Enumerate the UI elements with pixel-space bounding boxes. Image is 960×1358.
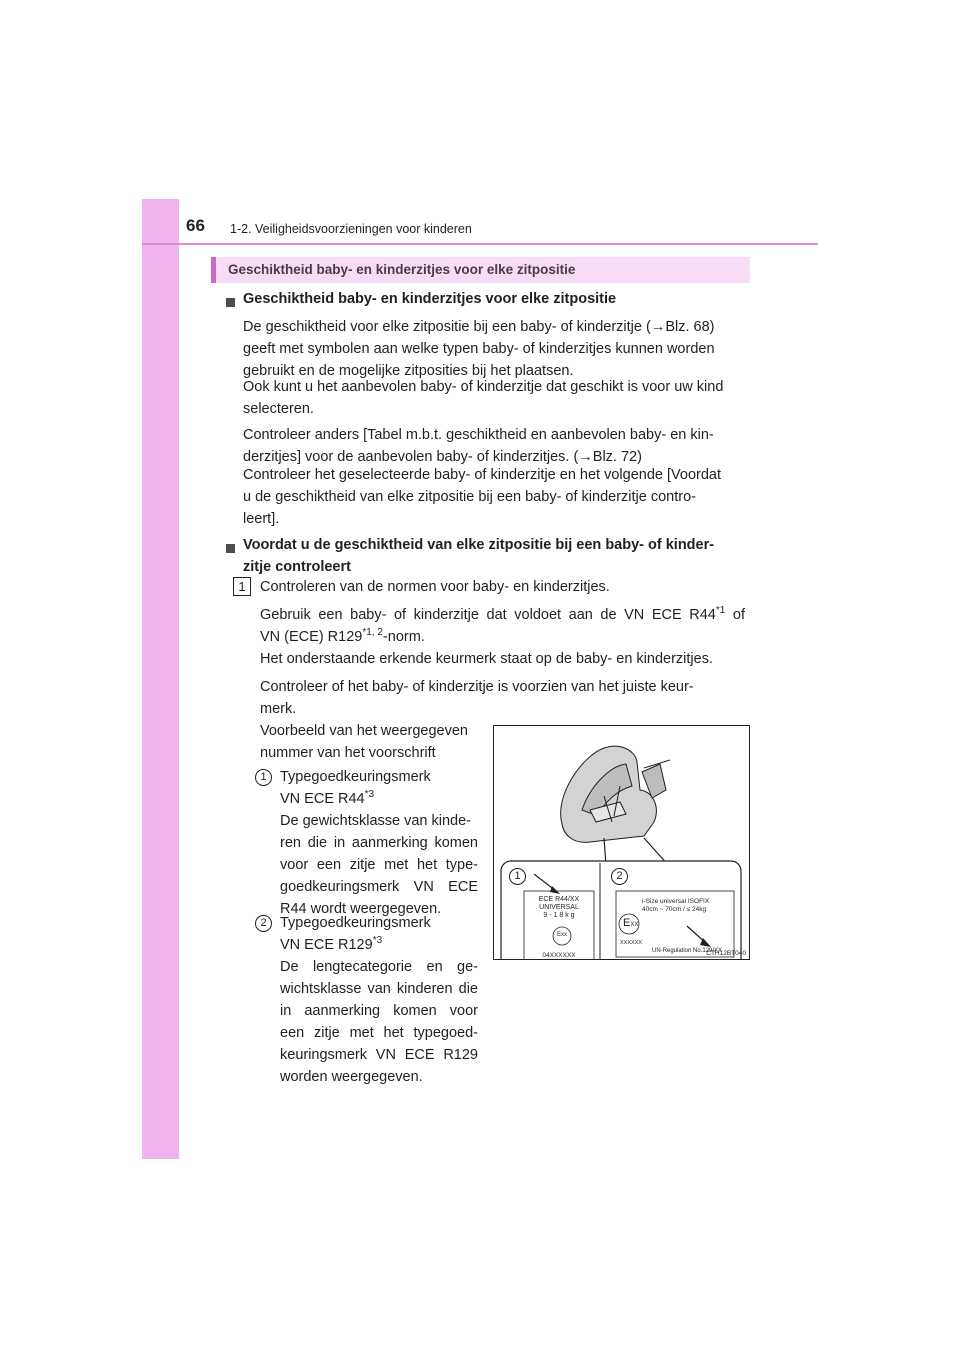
line: Voorbeeld van het weergegeven xyxy=(260,723,468,739)
child-seat-illustration xyxy=(494,726,749,959)
line: wichtsklasse van kinderen die xyxy=(280,981,478,997)
line: De geschiktheid voor elke zitpositie bij een baby- of kinderzitje (→Blz. 68) xyxy=(243,319,715,335)
line: een zitje met het typegoed- xyxy=(280,1025,478,1041)
r129-regulation: UN-Regulation No.129/XX xyxy=(652,948,723,954)
line: VN ECE R44$^{*3}$ xyxy=(280,789,375,807)
chapter-sidebar-tab xyxy=(142,199,179,1159)
line: nummer van het voorschrift xyxy=(260,745,436,761)
page-number: 66 xyxy=(186,216,205,235)
r44-line: ECE R44/XX xyxy=(538,896,580,903)
step-paragraph-1 xyxy=(260,604,745,648)
line: keuringsmerk VN ECE R129 xyxy=(280,1047,478,1063)
line: Gebruik een baby- of kinderzitje dat voldoet aan de VN ECE R44$^{*1}$ of xyxy=(260,605,745,623)
line: selecteren. xyxy=(243,401,314,417)
child-seat-figure xyxy=(493,725,750,960)
figure-label-2: 2 xyxy=(611,868,628,885)
line: geeft met symbolen aan welke typen baby- of kinderzitjes kunnen worden xyxy=(243,341,715,357)
item-2-text xyxy=(280,912,478,1088)
line: Controleer anders [Tabel m.b.t. geschiktheid en aanbevolen baby- en kin- xyxy=(243,427,714,443)
line: derzitjes] voor de aanbevolen baby- of kinderzitjes. (→Blz. 72) xyxy=(243,449,642,465)
line: VN ECE R129$^{*3}$ xyxy=(280,935,383,953)
line: zitje controleert xyxy=(243,559,351,575)
line: worden weergegeven. xyxy=(280,1069,423,1085)
line: Ook kunt u het aanbevolen baby- of kinderzitje dat geschikt is voor uw kind xyxy=(243,379,724,395)
line: R44 wordt weergegeven. xyxy=(280,901,442,917)
r44-code: 04XXXXXX xyxy=(542,952,576,959)
child-seat-icon xyxy=(561,746,670,842)
line: gebruikt en de mogelijke zitposities bij het plaatsen. xyxy=(243,363,574,379)
line: Typegoedkeuringsmerk xyxy=(280,915,431,931)
line: VN (ECE) R129$^{*1, 2}$-norm. xyxy=(260,627,425,645)
section-banner xyxy=(211,257,750,283)
line: u de geschiktheid van elke zitpositie bij een baby- of kinderzitje contro- xyxy=(243,489,696,505)
r129-e-mark: EXX xyxy=(623,917,639,929)
figure-code: CTH12BT040 xyxy=(706,950,746,957)
example-caption xyxy=(260,720,468,764)
section1-paragraph-1 xyxy=(243,316,745,382)
chapter-title: 1-2. Veiligheidsvoorzieningen voor kinderen xyxy=(230,222,472,236)
section1-heading: Geschiktheid baby- en kinderzitjes voor elke zitpositie xyxy=(243,291,617,307)
r129-line: i-Size universal ISOFIX xyxy=(642,898,710,905)
item-1-text xyxy=(280,766,478,920)
line: Controleer of het baby- of kinderzitje is voorzien van het juiste keur- xyxy=(260,679,694,695)
step-paragraph-3 xyxy=(260,676,745,720)
item-number-1: 1 xyxy=(255,769,272,786)
step-paragraph-2: Het onderstaande erkende keurmerk staat op de baby- en kinderzitjes. xyxy=(260,651,713,667)
section1-paragraph-3 xyxy=(243,424,745,468)
section-banner-title: Geschiktheid baby- en kinderzitjes voor elke zitpositie xyxy=(228,262,576,277)
line: De gewichtsklasse van kinde- xyxy=(280,813,472,829)
item-number-2: 2 xyxy=(255,915,272,932)
line: leert]. xyxy=(243,511,280,527)
r44-label-text xyxy=(525,896,593,920)
section1-paragraph-4 xyxy=(243,464,745,530)
r129-code: XXXXXX xyxy=(620,940,643,946)
r129-label-text xyxy=(642,898,709,914)
line: in aanmerking komen voor xyxy=(280,1003,478,1019)
bullet-square-icon xyxy=(226,537,235,553)
step-number-box: 1 xyxy=(233,577,251,596)
line: goedkeuringsmerk VN ECE xyxy=(280,879,478,895)
line: merk. xyxy=(260,701,297,717)
line: Typegoedkeuringsmerk xyxy=(280,769,431,785)
section2-heading xyxy=(243,534,745,578)
bullet-square-icon xyxy=(226,291,235,307)
line: De lengtecategorie en ge- xyxy=(280,959,478,975)
r129-line: 40cm ~ 70cm / ≤ 24kg xyxy=(642,906,707,913)
line: voor een zitje met het type- xyxy=(280,857,478,873)
figure-label-1: 1 xyxy=(509,868,526,885)
section1-paragraph-2 xyxy=(243,376,745,420)
line: Voordat u de geschiktheid van elke zitpositie bij een baby- of kinder- xyxy=(243,537,715,553)
line: Controleer het geselecteerde baby- of kinderzitje en het volgende [Voordat xyxy=(243,467,722,483)
r44-line: 9 - 1 8 k g xyxy=(543,912,575,919)
line: ren die in aanmerking komen xyxy=(280,835,478,851)
r44-line: UNIVERSAL xyxy=(539,904,579,911)
r44-e-mark: Exx xyxy=(556,932,567,938)
step-title: Controleren van de normen voor baby- en kinderzitjes. xyxy=(260,579,610,595)
header-rule xyxy=(142,243,818,245)
